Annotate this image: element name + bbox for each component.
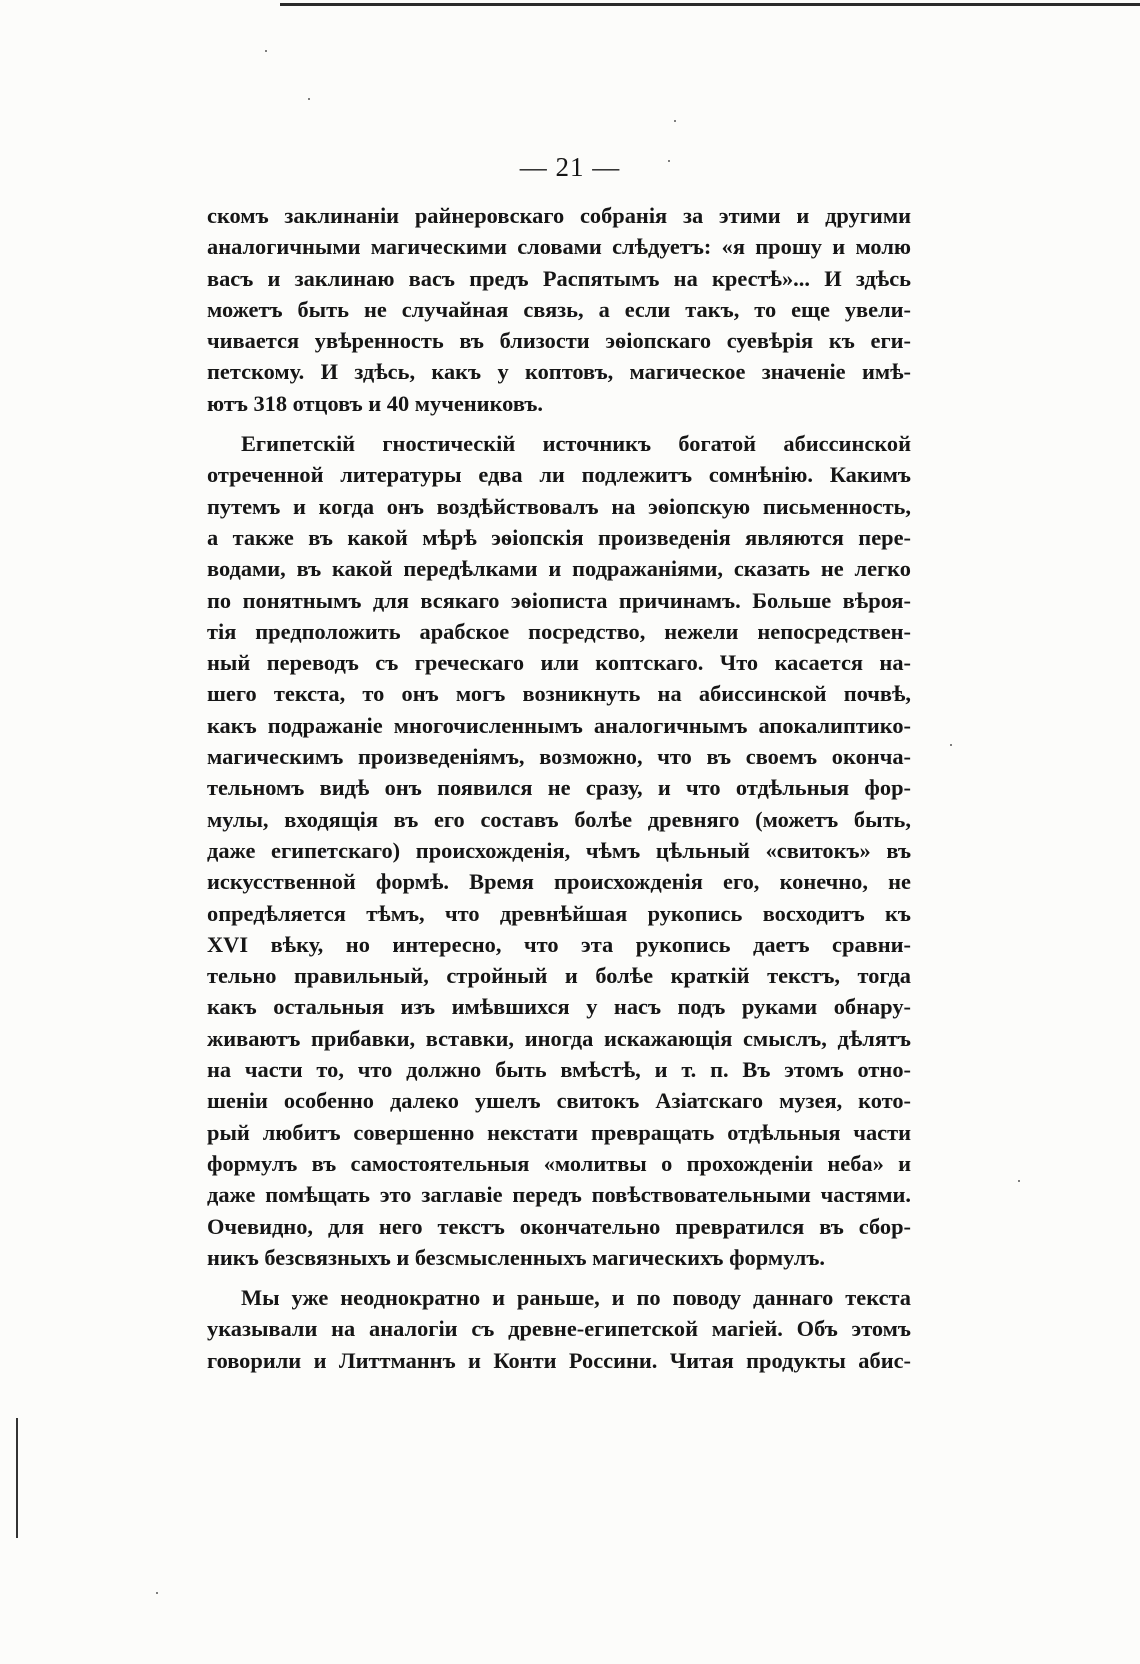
- text-line: XVI вѣку, но интересно, что эта рукопись даетъ сравни-: [207, 931, 911, 957]
- text-line: шеніи особенно далеко ушелъ свитокъ Азіатскаго музея, кото-: [207, 1088, 911, 1114]
- paragraph: [207, 200, 911, 419]
- text-line: даже помѣщать это заглавіе передъ повѣствовательными частями.: [207, 1182, 911, 1208]
- paragraph: [207, 1282, 911, 1376]
- text-line: путемъ и когда онъ воздѣйствовалъ на эѳіопскую письменность,: [207, 493, 911, 519]
- page-number: — 21 —: [519, 152, 621, 182]
- text-line: даже египетскаго) происхожденія, чѣмъ цѣльный «свитокъ» въ: [207, 837, 911, 863]
- text-line: чивается увѣренность въ близости эѳіопскаго суевѣрія къ еги-: [207, 328, 911, 354]
- text-line: тія предположить арабское посредство, нежели непосредствен-: [207, 618, 911, 644]
- scan-speck: [156, 1592, 158, 1594]
- paragraph: [207, 428, 911, 1273]
- text-line: указывали на аналогіи съ древне-египетской магіей. Объ этомъ: [207, 1316, 911, 1342]
- scan-speck: [1018, 1180, 1020, 1182]
- text-line: искусственной формѣ. Время происхожденія его, конечно, не: [207, 869, 911, 895]
- text-line: никъ безсвязныхъ и безсмысленныхъ магическихъ формулъ.: [207, 1244, 825, 1270]
- text-line: скомъ заклинаніи райнеровскаго собранія за этими и другими: [207, 203, 911, 228]
- text-line: какъ подражаніе многочисленнымъ аналогичнымъ апокалиптико-: [207, 712, 911, 738]
- text-line: а также въ какой мѣрѣ эѳіопскія произведенія являются пере-: [207, 524, 911, 550]
- text-line: аналогичными магическими словами слѣдуетъ: «я прошу и молю: [207, 234, 911, 260]
- paragraph-gap: [207, 419, 911, 428]
- text-line: опредѣляется тѣмъ, что древнѣйшая рукопись восходитъ къ: [207, 900, 911, 926]
- text-line: тельномъ видѣ онъ появился не сразу, и что отдѣльныя фор-: [207, 775, 911, 801]
- scan-speck: [674, 120, 676, 122]
- text-line: водами, въ какой передѣлками и подражаніями, сказать не легко: [207, 556, 911, 582]
- top-border-rule: [280, 3, 1140, 9]
- text-line: Египетскій гностическій источникъ богатой абиссинской: [241, 431, 911, 457]
- text-line: отреченной литературы едва ли подлежитъ сомнѣнію. Какимъ: [207, 462, 911, 488]
- text-line: на части то, что должно быть вмѣстѣ, и т. п. Въ этомъ отно-: [207, 1057, 911, 1083]
- text-line: по понятнымъ для всякаго эѳіописта причинамъ. Больше вѣроя-: [207, 587, 911, 613]
- scan-speck: [950, 744, 952, 746]
- text-line: Мы уже неоднократно и раньше, и по поводу даннаго текста: [241, 1285, 911, 1311]
- text-line: формулъ въ самостоятельныя «молитвы о прохожденіи неба» и: [207, 1150, 911, 1176]
- text-line: рый любитъ совершенно некстати превращать отдѣльныя части: [207, 1119, 911, 1145]
- text-line: живаютъ прибавки, вставки, иногда искажающія смыслъ, дѣлятъ: [207, 1025, 911, 1051]
- text-line: петскому. И здѣсь, какъ у коптовъ, магическое значеніе имѣ-: [207, 359, 911, 385]
- text-line: магическимъ произведеніямъ, возможно, что въ своемъ оконча-: [207, 744, 911, 770]
- text-line: можетъ быть не случайная связь, а если такъ, то еще увели-: [207, 296, 911, 322]
- margin-binding-mark: [16, 1418, 22, 1538]
- text-line: ный переводъ съ греческаго или коптскаго. Что касается на-: [207, 650, 911, 676]
- text-line: какъ остальныя изъ имѣвшихся у насъ подъ руками обнару-: [207, 994, 911, 1020]
- text-line: ютъ 318 отцовъ и 40 мучениковъ.: [207, 390, 544, 416]
- paragraph-gap: [207, 1273, 911, 1282]
- text-line: тельно правильный, стройный и болѣе краткій текстъ, тогда: [207, 963, 911, 989]
- scan-speck: [265, 50, 267, 52]
- text-line: мулы, входящія въ его составъ болѣе древняго (можетъ быть,: [207, 806, 911, 832]
- scan-speck: [668, 160, 670, 162]
- body-text: [207, 200, 911, 1376]
- text-line: говорили и Литтманнъ и Конти Россини. Читая продукты абис-: [207, 1347, 911, 1373]
- text-line: Очевидно, для него текстъ окончательно превратился въ сбор-: [207, 1213, 911, 1239]
- text-line: шего текста, то онъ могъ возникнуть на абиссинской почвѣ,: [207, 681, 911, 707]
- scan-speck: [308, 98, 310, 100]
- text-line: васъ и заклинаю васъ предъ Распятымъ на крестѣ»... И здѣсь: [207, 265, 911, 291]
